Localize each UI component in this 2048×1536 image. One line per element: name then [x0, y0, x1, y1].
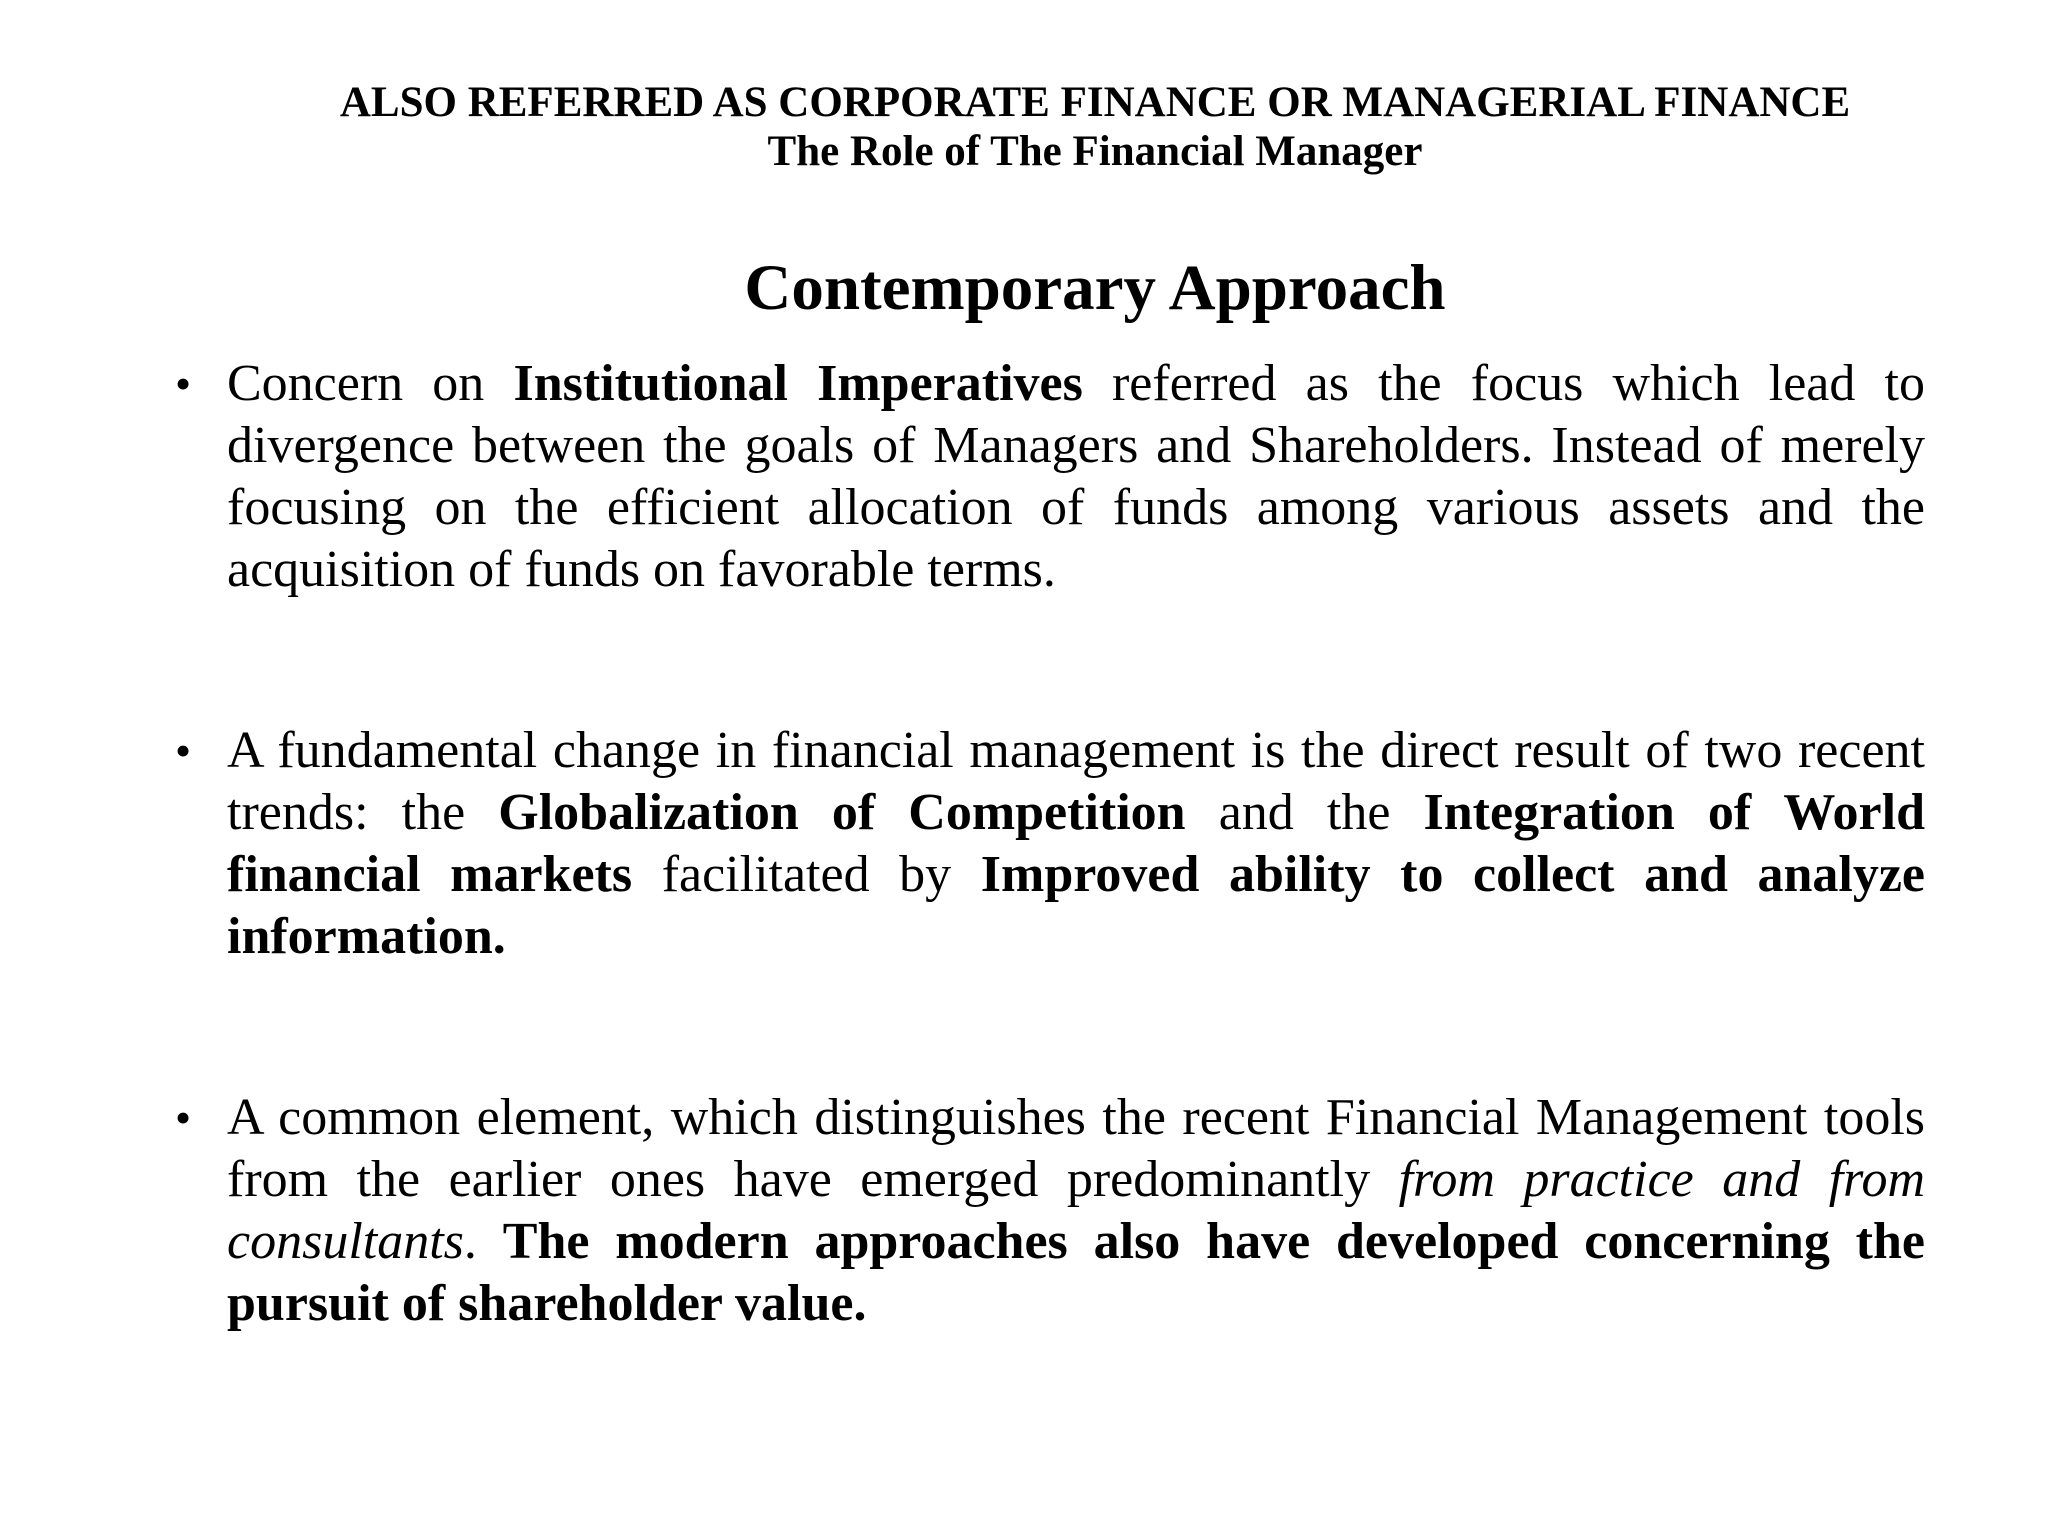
bold-term-improved-ability: Improved ability to collect and analyze information.	[227, 846, 1926, 965]
bullet-text	[227, 1087, 1925, 1335]
bullet-icon: •	[175, 725, 192, 776]
text-segment: and the	[1185, 784, 1424, 841]
bullet-text	[227, 720, 1925, 968]
header-role-title: The Role of The Financial Manager	[767, 128, 1423, 175]
bold-term-integration: Integration of World financial markets	[227, 784, 1925, 903]
text-segment: referred as the focus which lead to divergence between the goals of Managers and Shareholders. Instead of merely focusing on the efficient allocation of funds among various assets and the acquisition of funds on favorable terms.	[227, 355, 1925, 598]
text-segment: .	[463, 1213, 503, 1270]
text-segment: A fundamental change in financial management is the direct result of two recent trends: the	[227, 722, 1925, 841]
italic-phrase: from practice and from consultants	[227, 1151, 1925, 1270]
bold-statement: The modern approaches also have developed concerning the pursuit of shareholder value.	[227, 1213, 1925, 1332]
bullet-icon: •	[175, 1092, 192, 1143]
text-segment: Concern on	[227, 355, 514, 412]
bullet-text	[227, 353, 1925, 601]
text-segment: facilitated by	[632, 846, 981, 903]
bold-term-institutional-imperatives: Institutional Imperatives	[513, 355, 1083, 412]
slide-title: Contemporary Approach	[744, 252, 1446, 324]
bold-term-globalization: Globalization of Competition	[498, 784, 1186, 841]
header-subtitle: ALSO REFERRED AS CORPORATE FINANCE OR MANAGERIAL FINANCE	[339, 79, 1851, 126]
bullet-icon: •	[175, 358, 192, 409]
text-segment: A common element, which distinguishes the recent Financial Management tools from the earlier ones have emerged predominantly	[227, 1089, 1925, 1208]
